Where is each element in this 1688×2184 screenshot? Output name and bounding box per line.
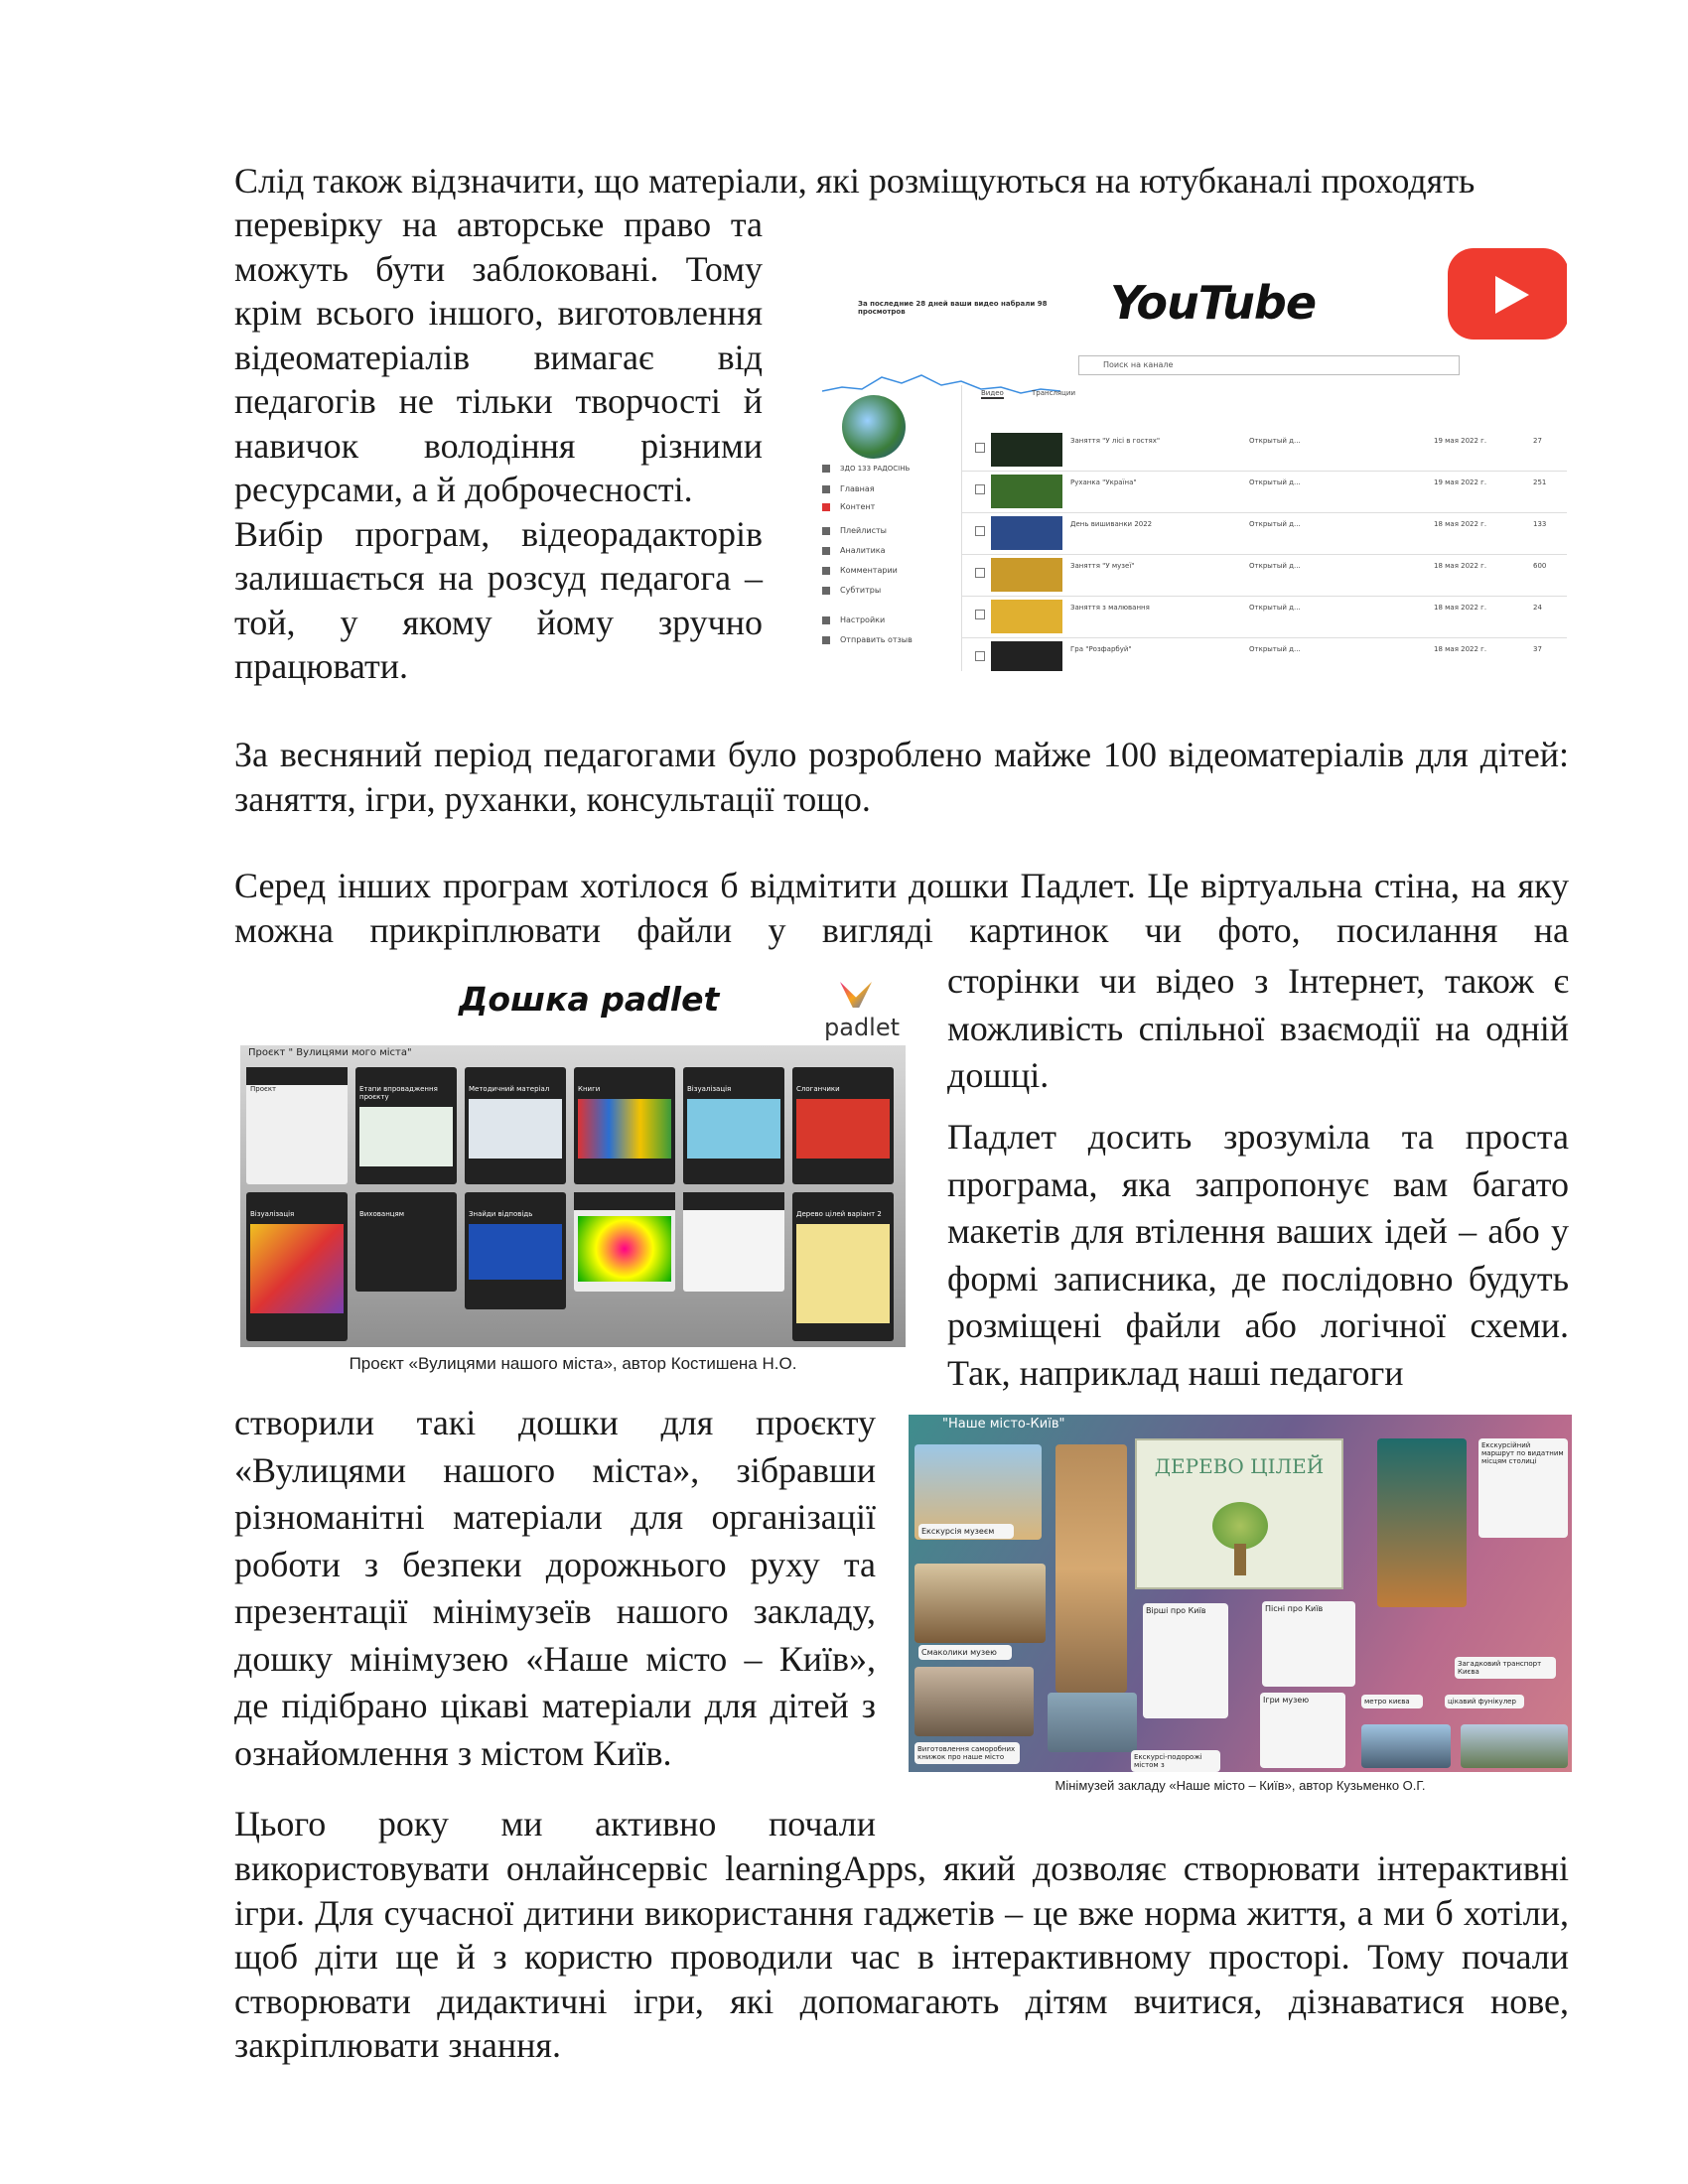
padlet-figure-caption: Проєкт «Вулицями нашого міста», автор Костишена Н.О. — [349, 1354, 797, 1373]
paragraph-4-right-column: сторінки чи відео з Інтернет, також є можливість спільної взаємодії на одній дошці. — [947, 961, 1569, 1095]
goals-tree-card[interactable]: ДЕРЕВО ЦІЛЕЙ — [1135, 1438, 1343, 1589]
youtube-logo-text: YouTube — [1110, 276, 1317, 330]
padlet-card[interactable]: Слоганчики — [792, 1067, 894, 1184]
padlet-card[interactable]: Етапи впровадження проєкту — [355, 1067, 457, 1184]
padlet-logo: padlet — [824, 982, 894, 1051]
paragraph-4-full-width: Серед інших програм хотілося б відмітити дошки Падлет. Це віртуальна стіна, на яку можна прикріплювати файли у вигляді картинок чи фото, посилання на — [234, 866, 1569, 950]
padlet-card[interactable] — [574, 1192, 675, 1292]
padlet-card[interactable]: Проєкт — [246, 1067, 348, 1184]
row-checkbox[interactable] — [975, 651, 985, 661]
video-thumbnail[interactable] — [991, 641, 1062, 671]
photo-card[interactable] — [1461, 1724, 1568, 1768]
sidebar-item-content[interactable]: Контент — [822, 502, 951, 511]
kyiv-figure-caption: Мінімузей закладу «Наше місто – Київ», автор Кузьменко О.Г. — [1055, 1778, 1426, 1793]
sidebar-item-comments[interactable]: Комментарии — [822, 566, 951, 575]
youtube-studio-screenshot — [812, 246, 1567, 671]
channel-avatar — [842, 395, 906, 459]
sidebar-item-analytics[interactable]: Аналитика — [822, 546, 951, 555]
label-card[interactable]: Ігри музею — [1260, 1693, 1345, 1768]
row-checkbox[interactable] — [975, 443, 985, 453]
photo-card[interactable] — [914, 1667, 1034, 1736]
photo-card[interactable] — [1361, 1724, 1451, 1768]
table-row[interactable]: Руханка "Україна" Открытый д... 19 мая 2022 г. 251 — [961, 471, 1567, 513]
padlet-card[interactable]: Візуалізація — [683, 1067, 784, 1184]
table-row[interactable]: День вишиванки 2022 Открытый д... 18 мая 2022 г. 133 — [961, 512, 1567, 555]
youtube-play-icon — [1448, 248, 1567, 340]
studio-sidebar — [812, 385, 962, 671]
label-card[interactable]: Екскурсі-подорожі містом з — [1131, 1750, 1220, 1772]
padlet-card[interactable]: Методичний матеріал — [465, 1067, 566, 1184]
padlet-card[interactable]: Вихованцям — [355, 1192, 457, 1292]
video-thumbnail[interactable] — [991, 516, 1062, 550]
video-thumbnail[interactable] — [991, 600, 1062, 633]
paragraph-2: Вибір програм, відеорадакторів залишається на розсуд педагога – той, у якому йому зручно працювати. — [234, 513, 763, 686]
sidebar-item-settings[interactable]: Настройки — [822, 615, 951, 624]
table-row[interactable]: Заняття "У музеї" Открытый д... 18 мая 2022 г. 600 — [961, 554, 1567, 597]
label-card[interactable]: цікавий фунікулер — [1445, 1695, 1524, 1708]
padlet-bird-icon — [840, 982, 872, 1008]
paragraph-1-first-line: Слід також відзначити, що матеріали, які розміщуються на ютубканалі проходять — [234, 161, 1476, 201]
board-title: "Наше місто-Київ" — [942, 1417, 1065, 1432]
video-tabs — [981, 389, 1101, 397]
label-card[interactable]: метро києва — [1361, 1695, 1423, 1708]
video-thumbnail[interactable] — [991, 475, 1062, 508]
photo-card[interactable] — [1048, 1693, 1137, 1752]
photo-card[interactable] — [914, 1564, 1046, 1643]
sidebar-item-home[interactable]: Главная — [822, 484, 951, 493]
label-card[interactable]: Екскурсійний маршрут по видатним місцям столиці — [1478, 1438, 1568, 1538]
video-table — [961, 385, 1567, 671]
table-row[interactable]: Заняття з малювання Открытый д... 18 мая 2022 г. 24 — [961, 596, 1567, 638]
row-checkbox[interactable] — [975, 610, 985, 619]
table-row[interactable]: Заняття "У лісі в гостях" Открытый д... 19 мая 2022 г. 27 — [961, 429, 1567, 472]
paragraph-6-body: використовувати онлайнсервіс learningApps, який дозволяє створювати інтерактивні ігри. Для сучасної дитини використання гаджетів – це вже норма життя, а ми б хотіли, щоб діти ще й з користю проводили час в інтерактивному просторі. Тому почали створювати дидактичні ігри, які допомагають дітям вчитися, дізнаватися нове, закріплювати знання. — [234, 1848, 1569, 2065]
padlet-card[interactable] — [683, 1192, 784, 1292]
padlet-card[interactable]: Візуалізація — [246, 1192, 348, 1341]
sidebar-item-playlists[interactable]: Плейлисты — [822, 526, 951, 535]
tree-icon — [1212, 1502, 1268, 1550]
label-card[interactable]: Вірші про Київ — [1143, 1603, 1228, 1718]
padlet-card[interactable]: Знайди відповідь — [465, 1192, 566, 1309]
padlet-board-screenshot — [240, 978, 906, 1347]
photo-card[interactable] — [1055, 1444, 1127, 1693]
label-card[interactable]: Екскурсія музеєм — [918, 1524, 1014, 1539]
paragraph-5-right-column: Падлет досить зрозуміла та проста програма, яка запропонує вам багато макетів для втілення ваших ідей – або у формі записника, де послідовно будуть розміщені файли або логічної схеми. Так, наприклад наші педагоги — [947, 1117, 1569, 1393]
label-card[interactable]: Пісні про Київ — [1262, 1601, 1355, 1687]
padlet-wall — [240, 1045, 906, 1347]
board-header: Проєкт " Вулицями мого міста" — [248, 1047, 412, 1058]
label-card[interactable]: Смаколики музею — [918, 1645, 1012, 1660]
label-card[interactable]: Загадковий транспорт Києва — [1455, 1657, 1556, 1679]
paragraph-3: За весняний період педагогами було розроблено майже 100 відеоматеріалів для дітей: заняття, ігри, руханки, консультації тощо. — [234, 735, 1569, 819]
tab-videos[interactable]: Видео — [981, 389, 1004, 397]
sidebar-item-subtitles[interactable]: Субтитры — [822, 586, 951, 595]
video-thumbnail[interactable] — [991, 558, 1062, 592]
label-card[interactable]: Виготовлення саморобних книжок про наше місто — [914, 1742, 1020, 1764]
tab-streams[interactable]: Трансляции — [1032, 389, 1075, 397]
channel-name: ЗДО 133 РАДОСІНЬ — [822, 465, 951, 473]
video-thumbnail[interactable] — [991, 433, 1062, 467]
row-checkbox[interactable] — [975, 526, 985, 536]
paragraph-5-left-column: створили такі дошки для проєкту «Вулицями нашого міста», зібравши різноманітні матеріали для організації роботи з безпеки дорожнього руху та презентації мінімузеїв нашого закладу, дошку мінімузею «Наше місто – Київ», де підібрано цікаві матеріали для дітей з ознайомлення з містом Київ. — [234, 1403, 876, 1773]
paragraph-1-body: перевірку на авторське право та можуть бути заблоковані. Тому крім всього іншого, виготовлення відеоматеріалів вимагає від педагогів не тільки творчості й навичок володіння різними ресурсами, а й доброчесності. Вибір програм, відеорадакторів залишається на розсуд педагога – той, у якому йому зручно працювати. — [234, 203, 763, 689]
kyiv-minimuseum-board — [909, 1415, 1572, 1772]
channel-search-input[interactable]: Поиск на канале — [1078, 355, 1460, 375]
sidebar-item-feedback[interactable]: Отправить отзыв — [822, 635, 951, 644]
table-row[interactable]: Гра "Розфарбуй" Открытый д... 18 мая 2022 г. 37 — [961, 637, 1567, 671]
padlet-title: Дошка padlet — [459, 980, 720, 1019]
padlet-card[interactable]: Книги — [574, 1067, 675, 1184]
row-checkbox[interactable] — [975, 568, 985, 578]
channel-stats-panel: За последние 28 дней ваши видео набрали 98 просмотров — [822, 260, 1080, 379]
padlet-card[interactable]: Дерево цілей варіант 2 — [792, 1192, 894, 1341]
row-checkbox[interactable] — [975, 484, 985, 494]
photo-card[interactable] — [1377, 1438, 1467, 1607]
paragraph-6-first-line: Цього року ми активно почали — [234, 1804, 876, 1843]
